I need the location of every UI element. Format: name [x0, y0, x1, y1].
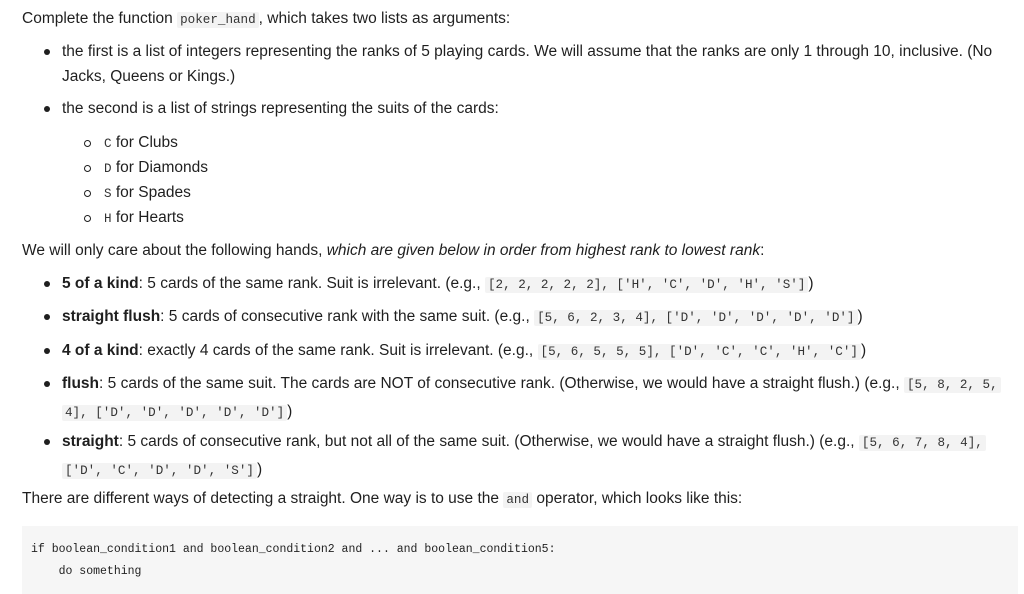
suit-text: for Hearts	[111, 209, 184, 226]
and-keyword-code: and	[503, 492, 532, 508]
hands-intro-plain: We will only care about the following hands,	[22, 242, 327, 259]
hand-example-code: [5, 6, 5, 5, 5], ['D', 'C', 'C', 'H', 'C']	[538, 344, 861, 360]
suit-item-spades	[104, 181, 191, 206]
hands-intro-end: :	[760, 242, 765, 259]
hands-intro-italic: which are given below in order from highest rank to lowest rank	[326, 242, 761, 259]
arg-ranks-line1: the first is a list of integers representing the ranks of 5 playing cards. We will assume that the ranks are only 1 through 10, inclusive. (No	[62, 43, 993, 60]
suit-item-diamonds	[104, 156, 208, 181]
hand-name: straight	[62, 433, 119, 450]
arg-ranks-line2: Jacks, Queens or Kings.)	[62, 68, 236, 85]
hand-desc: : 5 cards of the same rank. Suit is irrelevant. (e.g.,	[138, 275, 485, 292]
hand-name: straight flush	[62, 308, 161, 325]
hand-example-code: [5, 6, 7, 8, 4],	[859, 435, 986, 451]
sub-bullet-circle	[84, 190, 91, 197]
hand-example-code-cont: 4], ['D', 'D', 'D', 'D', 'D']	[62, 405, 287, 421]
hand-close: )	[256, 461, 263, 478]
sub-bullet-circle	[84, 165, 91, 172]
hand-name: 5 of a kind	[62, 275, 139, 292]
suit-item-hearts	[104, 206, 184, 231]
hand-example-code: [2, 2, 2, 2, 2], ['H', 'C', 'D', 'H', 'S']	[485, 277, 808, 293]
hand-item-straight-flush	[62, 305, 1012, 330]
hand-item-flush	[62, 372, 1012, 425]
intro-suffix: , which takes two lists as arguments:	[258, 10, 511, 27]
code-block	[22, 526, 1018, 594]
hand-item-four-of-a-kind	[62, 339, 1012, 364]
hand-example-code-cont: ['D', 'C', 'D', 'D', 'S']	[62, 463, 257, 479]
arg-item-ranks	[62, 40, 1012, 88]
hand-close: )	[857, 308, 863, 325]
suit-text: for Diamonds	[111, 159, 209, 176]
hand-example-code: [5, 6, 2, 3, 4], ['D', 'D', 'D', 'D', 'D']	[534, 310, 857, 326]
suit-text: for Clubs	[111, 134, 178, 151]
arg-item-suits	[62, 97, 1012, 120]
arg-suits-line1: the second is a list of strings representing the suits of the cards:	[62, 100, 499, 117]
code-line-2: do something	[31, 565, 142, 578]
sub-bullet-circle	[84, 140, 91, 147]
straight-note-prefix: There are different ways of detecting a straight. One way is to use the	[22, 490, 504, 507]
sub-bullet-circle	[84, 215, 91, 222]
bullet-dot	[44, 439, 50, 445]
hand-close: )	[860, 342, 867, 359]
hand-name: 4 of a kind	[62, 342, 139, 359]
code-line-1: if boolean_condition1 and boolean_condition2 and ... and boolean_condition5:	[31, 543, 556, 556]
suit-code: D	[104, 162, 112, 176]
suit-code: C	[104, 137, 112, 151]
hand-close: )	[808, 275, 814, 292]
intro-prefix: Complete the function	[22, 10, 178, 27]
function-name-code: poker_hand	[177, 12, 259, 28]
hands-intro-paragraph	[22, 239, 1012, 262]
hand-desc: : exactly 4 cards of the same rank. Suit is irrelevant. (e.g.,	[138, 342, 538, 359]
suit-item-clubs	[104, 131, 178, 156]
hand-desc: : 5 cards of consecutive rank, but not all of the same suit. (Otherwise, we would have a straight flush.) (e.g.,	[118, 433, 859, 450]
hand-desc: : 5 cards of the same suit. The cards are NOT of consecutive rank. (Otherwise, we would have a straight flush.) (e.g.,	[99, 375, 904, 392]
hand-name: flush	[62, 375, 100, 392]
bullet-dot	[44, 106, 50, 112]
hand-example-code: [5, 8, 2, 5,	[904, 377, 1001, 393]
suit-code: S	[104, 187, 112, 201]
hand-desc: : 5 cards of consecutive rank with the same suit. (e.g.,	[160, 308, 535, 325]
hand-close: )	[287, 403, 293, 420]
intro-paragraph	[22, 7, 1012, 32]
suit-text: for Spades	[111, 184, 191, 201]
bullet-dot	[44, 381, 50, 387]
bullet-dot	[44, 49, 50, 55]
bullet-dot	[44, 281, 50, 287]
straight-note-suffix: operator, which looks like this:	[532, 490, 743, 507]
straight-note-paragraph	[22, 487, 1012, 512]
hand-item-straight	[62, 430, 1012, 483]
bullet-dot	[44, 348, 50, 354]
bullet-dot	[44, 314, 50, 320]
suit-code: H	[104, 212, 112, 226]
hand-item-five-of-a-kind	[62, 272, 1012, 297]
